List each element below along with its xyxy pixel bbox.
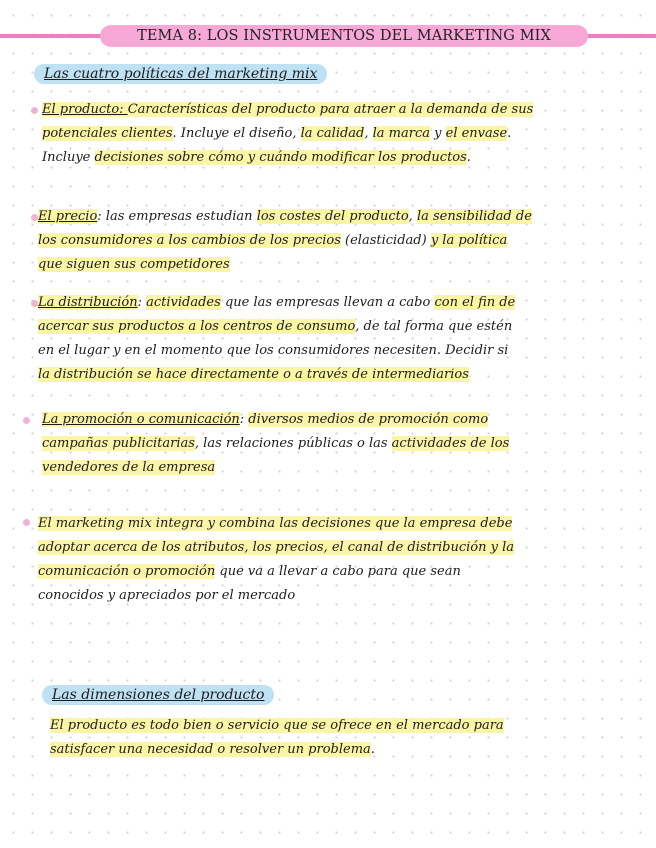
highlighted-text: Características del producto para atraer a la demanda de sus: [127, 102, 534, 117]
text-segment: .: [466, 150, 471, 165]
highlighted-text: El producto es todo bien o servicio que se ofrece en el mercado para: [50, 718, 504, 733]
text-segment: :: [239, 412, 249, 427]
highlighted-text: decisiones sobre cómo y cuándo modificar los productos: [94, 150, 467, 165]
highlighted-text: la distribución se hace directamente o a través de intermediarios: [38, 367, 469, 382]
text-line: [38, 584, 514, 608]
text-line: [38, 315, 515, 339]
highlighted-text: la calidad: [300, 126, 365, 141]
highlighted-text: El marketing mix integra y combina las decisiones que la empresa debe: [38, 516, 513, 531]
section-heading-four-policies: Las cuatro políticas del marketing mix: [34, 64, 327, 84]
highlighted-text: con el fin de: [434, 295, 516, 310]
highlighted-text: actividades de los: [391, 436, 510, 451]
text-line: [50, 714, 504, 738]
paragraph-distribucion: [38, 291, 515, 387]
paragraph-producto: [42, 98, 533, 170]
paragraph-promocion: [42, 408, 509, 480]
text-line: [42, 432, 509, 456]
text-line: [38, 363, 515, 387]
highlighted-text: adoptar acerca de los atributos, los precios, el canal de distribución y la: [38, 540, 514, 555]
text-segment: conocidos y apreciados por el mercado: [38, 588, 296, 603]
bullet-dot: [23, 519, 30, 526]
highlighted-text: la marca: [372, 126, 431, 141]
bullet-dot: [31, 300, 38, 307]
text-segment: : las empresas estudian: [97, 209, 257, 224]
text-line: [42, 456, 509, 480]
text-line: [38, 339, 515, 363]
highlighted-text: los consumidores a los cambios de los precios: [38, 233, 341, 248]
highlighted-text: satisfacer una necesidad o resolver un problema: [50, 742, 371, 757]
text-segment: . Incluye el diseño,: [172, 126, 301, 141]
text-line: [42, 122, 533, 146]
highlighted-text: La promoción o comunicación: [42, 412, 240, 427]
bullet-dot: [31, 107, 38, 114]
highlighted-text: El precio: [38, 209, 98, 224]
page-title: TEMA 8: LOS INSTRUMENTOS DEL MARKETING MIX: [100, 25, 588, 47]
text-segment: Incluye: [42, 150, 95, 165]
highlighted-text: la sensibilidad de: [416, 209, 532, 224]
text-line: [42, 146, 533, 170]
text-line: [38, 536, 514, 560]
text-segment: .: [370, 742, 375, 757]
text-line: [38, 229, 532, 253]
highlighted-text: diversos medios de promoción como: [248, 412, 489, 427]
section-heading-product-dimensions: Las dimensiones del producto: [42, 685, 274, 705]
text-line: [38, 291, 515, 315]
text-segment: y: [430, 126, 446, 141]
text-line: [38, 560, 514, 584]
text-line: [38, 205, 532, 229]
text-segment: , las relaciones públicas o las: [194, 436, 392, 451]
text-segment: en el lugar y en el momento que los consumidores necesiten. Decidir si: [38, 343, 509, 358]
text-line: [38, 512, 514, 536]
highlighted-text: La distribución: [38, 295, 138, 310]
highlighted-text: y la política: [430, 233, 508, 248]
bullet-dot: [31, 214, 38, 221]
highlighted-text: el envase: [445, 126, 508, 141]
text-segment: :: [137, 295, 147, 310]
highlighted-text: comunicación o promoción: [38, 564, 216, 579]
text-segment: que va a llevar a cabo para que sean: [215, 564, 461, 579]
text-segment: , de tal forma que estén: [355, 319, 513, 334]
text-segment: ,: [364, 126, 373, 141]
highlighted-text: campañas publicitarias: [42, 436, 195, 451]
text-line: [42, 98, 533, 122]
highlighted-text: vendedores de la empresa: [42, 460, 216, 475]
paragraph-product-definition: [50, 714, 504, 762]
highlighted-text: que siguen sus competidores: [38, 257, 230, 272]
highlighted-text: El producto:: [42, 102, 128, 117]
text-segment: (elasticidad): [340, 233, 431, 248]
text-segment: que las empresas llevan a cabo: [220, 295, 435, 310]
text-line: [38, 253, 532, 277]
text-line: [42, 408, 509, 432]
text-segment: .: [507, 126, 512, 141]
highlighted-text: actividades: [146, 295, 221, 310]
text-line: [50, 738, 504, 762]
highlighted-text: potenciales clientes: [42, 126, 173, 141]
highlighted-text: acercar sus productos a los centros de consumo: [38, 319, 356, 334]
paragraph-precio: [38, 205, 532, 277]
paragraph-marketing-mix: [38, 512, 514, 608]
text-segment: ,: [408, 209, 417, 224]
highlighted-text: los costes del producto: [256, 209, 409, 224]
bullet-dot: [23, 417, 30, 424]
